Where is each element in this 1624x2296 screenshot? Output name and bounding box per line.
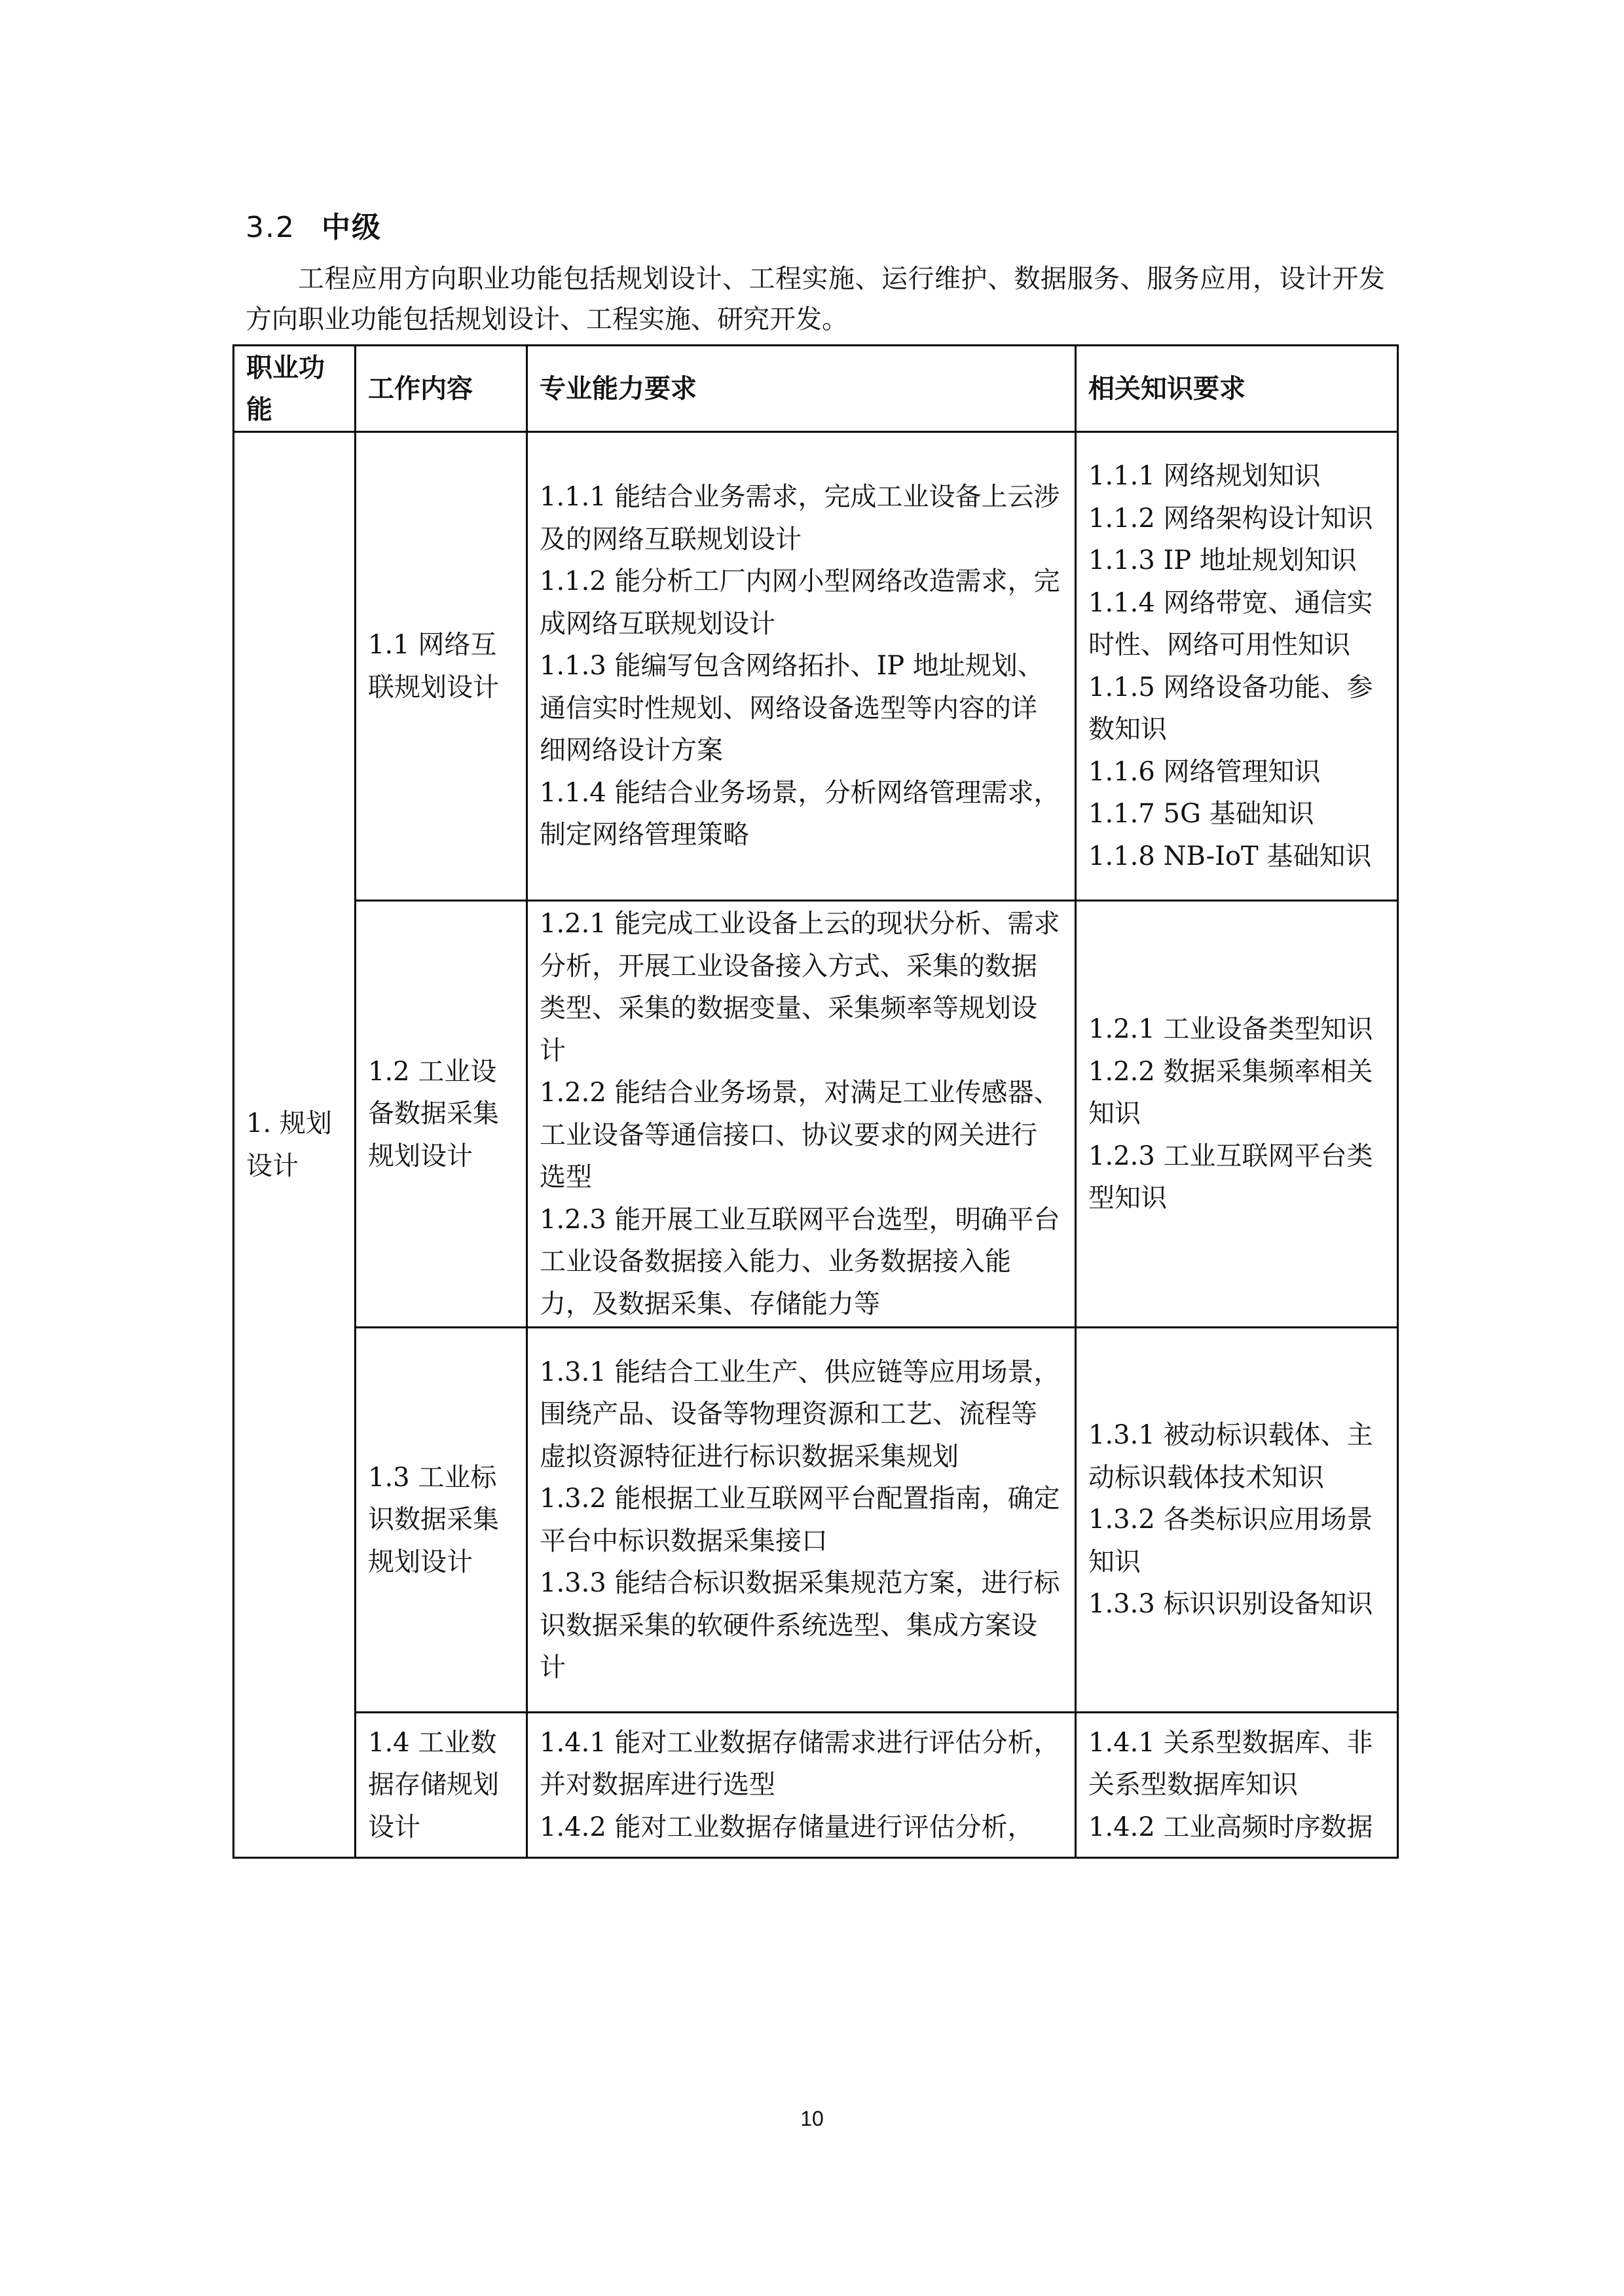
intro-text: [246, 259, 1385, 340]
knowledge-item: 1.1.2 网络架构设计知识: [1088, 503, 1373, 534]
knowledge-item: 1.3.2 各类标识应用场景知识: [1088, 1504, 1373, 1577]
ability-item: 1.3.1 能结合工业生产、供应链等应用场景，围绕产品、设备等物理资源和工艺、流程等虚拟资源特征进行标识数据采集规划: [540, 1357, 1060, 1472]
content-cell: 1.2 工业设备数据采集规划设计: [356, 901, 527, 1328]
intro-paragraph: [246, 259, 1385, 340]
ability-cell: [527, 1328, 1076, 1713]
content-cell: 1.4 工业数据存储规划设计: [356, 1713, 527, 1858]
ability-item: 1.1.2 能分析工厂内网小型网络改造需求，完成网络互联规划设计: [540, 566, 1060, 639]
section-heading: [246, 208, 382, 247]
knowledge-item: 1.2.3 工业互联网平台类型知识: [1088, 1140, 1373, 1214]
ability-item: 1.1.1 能结合业务需求，完成工业设备上云涉及的网络互联规划设计: [540, 482, 1060, 555]
knowledge-cell: [1076, 432, 1398, 901]
table-row: [234, 1328, 1398, 1713]
knowledge-cell: [1076, 1328, 1398, 1713]
ability-item: 1.4.2 能对工业数据存储量进行评估分析，: [540, 1812, 1034, 1842]
page-number: 10: [800, 2107, 824, 2130]
ability-item: 1.2.1 能完成工业设备上云的现状分析、需求分析，开展工业设备接入方式、采集的数据类型、采集的数据变量、采集频率等规划设计: [540, 909, 1060, 1066]
content-cell: 1.3 工业标识数据采集规划设计: [356, 1328, 527, 1713]
knowledge-item: 1.2.1 工业设备类型知识: [1088, 1014, 1373, 1045]
header-knowledge: 相关知识要求: [1076, 346, 1398, 432]
knowledge-item: 1.3.1 被动标识载体、主动标识载体技术知识: [1088, 1420, 1373, 1493]
knowledge-item: 1.1.3 IP 地址规划知识: [1088, 545, 1357, 575]
intro-line-1: 工程应用方向职业功能包括规划设计、工程实施、运行维护、数据服务、服务应用，设: [298, 264, 1306, 294]
intro-line-2: 计开发方向职业功能包括规划设计、工程实施、研究开发。: [246, 264, 1385, 335]
function-cell: 1. 规划设计: [234, 432, 356, 1858]
knowledge-item: 1.1.5 网络设备功能、参数知识: [1088, 672, 1373, 744]
header-row: [234, 346, 1398, 432]
knowledge-item: 1.4.1 关系型数据库、非关系型数据库知识: [1088, 1727, 1373, 1800]
ability-item: 1.1.3 能编写包含网络拓扑、IP 地址规划、通信实时性规划、网络设备选型等内容的详细网络设计方案: [540, 651, 1044, 766]
table-row: [234, 432, 1398, 901]
knowledge-item: 1.1.4 网络带宽、通信实时性、网络可用性知识: [1088, 587, 1373, 660]
ability-item: 1.3.3 能结合标识数据采集规范方案，进行标识数据采集的软硬件系统选型、集成方案设计: [540, 1568, 1060, 1683]
knowledge-item: 1.3.3 标识识别设备知识: [1088, 1589, 1373, 1620]
content-cell: 1.1 网络互联规划设计: [356, 432, 527, 901]
ability-cell: [527, 432, 1076, 901]
table-row: [234, 901, 1398, 1328]
ability-cell: [527, 901, 1076, 1328]
ability-item: 1.2.2 能结合业务场景，对满足工业传感器、工业设备等通信接口、协议要求的网关进行选型: [540, 1078, 1060, 1192]
section-title: 中级: [321, 211, 382, 244]
knowledge-item: 1.2.2 数据采集频率相关知识: [1088, 1056, 1373, 1129]
competency-table: [232, 344, 1399, 1859]
header-function: 职业功能: [234, 346, 356, 432]
knowledge-cell: [1076, 1713, 1398, 1858]
table-row: [234, 1713, 1398, 1858]
knowledge-item: 1.1.1 网络规划知识: [1088, 461, 1321, 491]
ability-item: 1.1.4 能结合业务场景，分析网络管理需求，制定网络管理策略: [540, 777, 1060, 850]
ability-item: 1.3.2 能根据工业互联网平台配置指南，确定平台中标识数据采集接口: [540, 1484, 1060, 1556]
ability-cell: [527, 1713, 1076, 1858]
ability-item: 1.2.3 能开展工业互联网平台选型，明确平台工业设备数据接入能力、业务数据接入能力，及数据采集、存储能力等: [540, 1204, 1060, 1319]
section-number: 3.2: [246, 211, 295, 244]
knowledge-cell: [1076, 901, 1398, 1328]
knowledge-item: 1.4.2 工业高频时序数据: [1088, 1812, 1373, 1842]
knowledge-item: 1.1.8 NB-IoT 基础知识: [1088, 841, 1372, 871]
knowledge-item: 1.1.7 5G 基础知识: [1088, 799, 1314, 829]
header-ability: 专业能力要求: [527, 346, 1076, 432]
header-content: 工作内容: [356, 346, 527, 432]
knowledge-item: 1.1.6 网络管理知识: [1088, 756, 1321, 787]
ability-item: 1.4.1 能对工业数据存储需求进行评估分析，并对数据库进行选型: [540, 1727, 1060, 1800]
